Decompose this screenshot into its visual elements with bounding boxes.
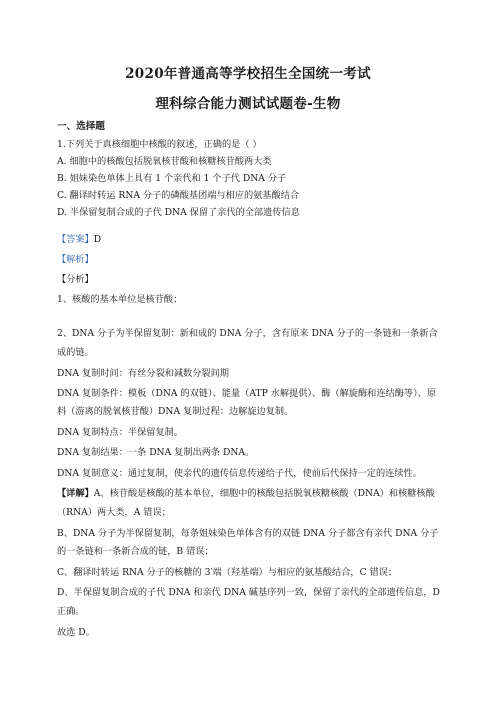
section-heading: 一、选择题 xyxy=(57,121,105,132)
detail-c: C、翻译时转运 RNA 分子的核糖的 3′端（羟基端）与相应的氨基酸结合，C 错误； xyxy=(57,567,398,578)
detail-b-cont: 的一条链和一条新合成的链，B 错误； xyxy=(57,546,214,557)
option-d: D. 半保留复制合成的子代 DNA 保留了亲代的全部遗传信息 xyxy=(57,207,300,218)
point-2-cont: 成的链。 xyxy=(57,347,94,358)
point-meaning: DNA 复制意义：通过复制，使亲代的遗传信息传递给子代，使前后代保持一定的连续性。 xyxy=(57,468,422,479)
page-subtitle: 理科综合能力测试试题卷-生物 xyxy=(155,96,341,112)
conclusion: 故选 D。 xyxy=(57,627,95,638)
option-a: A. 细胞中的核酸包括脱氧核苷酸和核糖核苷酸两大类 xyxy=(57,156,272,167)
point-condition-cont: 料（游离的脱氧核苷酸）DNA 复制过程：边解旋边复制。 xyxy=(57,406,294,417)
point-feature: DNA 复制特点：半保留复制。 xyxy=(57,427,184,438)
detail-d: D、半保留复制合成的子代 DNA 和亲代 DNA 碱基序列一致，保留了亲代的全部遗传信息，D xyxy=(57,587,440,598)
detail-b: B、DNA 分子为半保留复制，每条姐妹染色单体含有的双链 DNA 分子都含有亲代 DNA 分子 xyxy=(57,528,439,539)
detail-label: 【详解】 xyxy=(57,488,94,499)
option-b: B. 姐妹染色单体上具有 1 个亲代和 1 个子代 DNA 分子 xyxy=(57,173,287,184)
point-1: 1、核酸的基本单位是核苷酸； xyxy=(57,294,183,305)
page-title: 2020年普通高等学校招生全国统一考试 xyxy=(125,66,371,82)
point-time: DNA 复制时间：有丝分裂和减数分裂间期 xyxy=(57,368,229,379)
answer-line xyxy=(57,231,437,248)
detail-d-cont: 正确。 xyxy=(57,606,85,617)
question-stem: 1.下列关于真核细胞中核酸的叙述，正确的是（ ） xyxy=(57,139,262,150)
detail-a-cont: （RNA）两大类，A 错误； xyxy=(57,507,171,518)
fenxi-label: 【分析】 xyxy=(57,274,94,285)
analysis-label: 【解析】 xyxy=(57,254,94,265)
answer-label: 【答案】 xyxy=(57,234,94,245)
point-condition: DNA 复制条件：模板（DNA 的双链）、能量（ATP 水解提供）、酶（解旋酶和连结酶等）、原 xyxy=(57,388,437,399)
answer-value: D xyxy=(93,234,102,245)
detail-a-text: A、核苷酸是核酸的基本单位，细胞中的核酸包括脱氧核糖核酸（DNA）和核糖核酸 xyxy=(93,488,435,499)
point-2: 2、DNA 分子为半保留复制：新和成的 DNA 分子，含有原来 DNA 分子的一条链和一条新合 xyxy=(57,328,438,339)
detail-a xyxy=(57,485,437,502)
option-c: C. 翻译时转运 RNA 分子的磷酸基团端与相应的氨基酸结合 xyxy=(57,190,300,201)
point-result: DNA 复制结果：一条 DNA 复制出两条 DNA。 xyxy=(57,447,255,458)
